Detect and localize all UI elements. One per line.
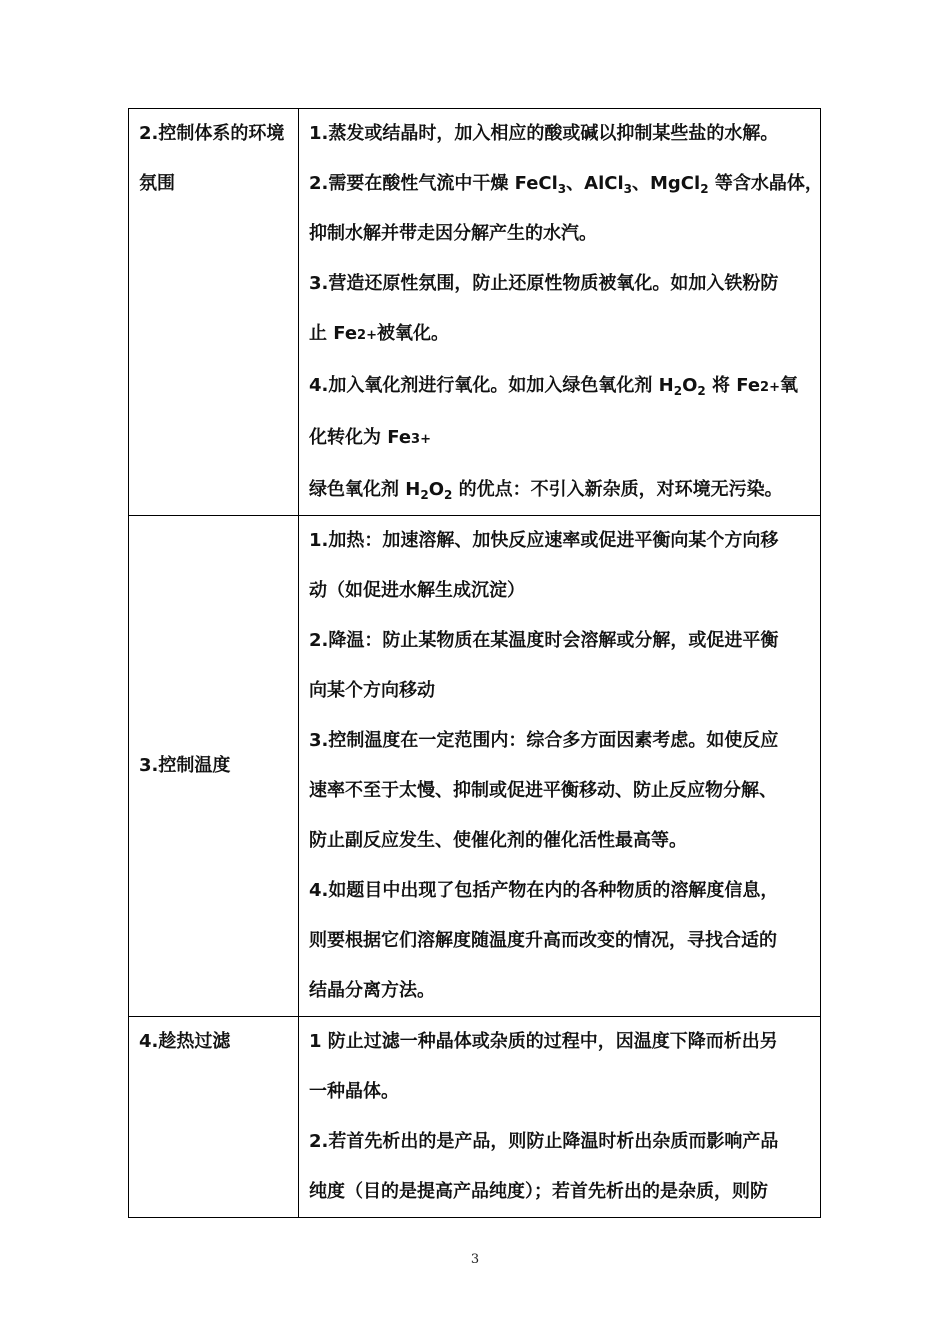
row-content-cell (299, 109, 821, 516)
row-title-cell (129, 109, 299, 516)
content-line: 1.加热：加速溶解、加快反应速率或促进平衡向某个方向移 (309, 530, 779, 551)
content-line: 止 Fe2+被氧化。 (309, 323, 449, 344)
row-content-cell (299, 516, 821, 1017)
row-content-cell (299, 1017, 821, 1218)
content-line: 则要根据它们溶解度随温度升高而改变的情况，寻找合适的 (309, 930, 777, 951)
row-title-cell: 3.控制温度 (129, 516, 299, 1017)
content-line: 结晶分离方法。 (309, 980, 435, 1001)
content-line: 动（如促进水解生成沉淀） (309, 580, 525, 601)
content-line: 抑制水解并带走因分解产生的水汽。 (309, 223, 597, 244)
content-table (128, 108, 821, 1218)
content-line: 3.控制温度在一定范围内：综合多方面因素考虑。如使反应 (309, 730, 779, 751)
table-row (129, 109, 821, 516)
content-line: 速率不至于太慢、抑制或促进平衡移动、防止反应物分解、 (309, 780, 777, 801)
content-line: 4.如题目中出现了包括产物在内的各种物质的溶解度信息， (309, 880, 779, 901)
content-line: 1 防止过滤一种晶体或杂质的过程中，因温度下降而析出另 (309, 1031, 778, 1052)
content-line: 3.营造还原性氛围，防止还原性物质被氧化。如加入铁粉防 (309, 273, 779, 294)
table-row (129, 516, 821, 1017)
page-number: 3 (470, 1252, 480, 1267)
content-line: 化转化为 Fe3+ (309, 427, 431, 448)
content-line: 2.需要在酸性气流中干燥 FeCl$_3$、AlCl$_3$、MgCl$_2$ 等含水晶体， (309, 173, 823, 196)
content-line: 1.蒸发或结晶时，加入相应的酸或碱以抑制某些盐的水解。 (309, 123, 779, 144)
content-line: 2.降温：防止某物质在某温度时会溶解或分解，或促进平衡 (309, 630, 779, 651)
content-line: 纯度（目的是提高产品纯度）；若首先析出的是杂质，则防 (309, 1181, 768, 1202)
row-title-line: 氛围 (139, 173, 175, 194)
content-line: 4.加入氧化剂进行氧化。如加入绿色氧化剂 $H_2O_2$ 将 Fe2+氧 (309, 375, 798, 398)
content-line: 向某个方向移动 (309, 680, 435, 701)
content-line: 一种晶体。 (309, 1081, 399, 1102)
row-title-line: 2.控制体系的环境 (139, 123, 285, 144)
content-line: 2.若首先析出的是产品，则防止降温时析出杂质而影响产品 (309, 1131, 779, 1152)
content-line: 防止副反应发生、使催化剂的催化活性最高等。 (309, 830, 687, 851)
content-line: 绿色氧化剂 $H_2O_2$ 的优点：不引入新杂质，对环境无污染。 (309, 479, 783, 502)
table-row (129, 1017, 821, 1218)
row-title-cell: 4.趁热过滤 (129, 1017, 299, 1218)
